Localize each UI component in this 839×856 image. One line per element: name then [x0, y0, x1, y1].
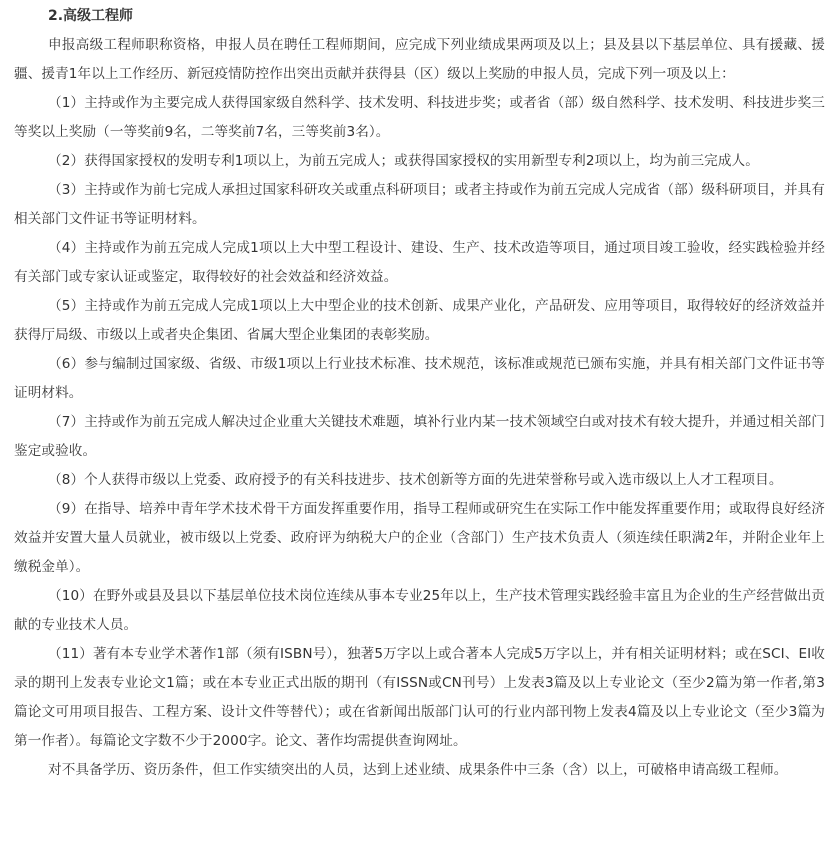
requirement-item-8: （8）个人获得市级以上党委、政府授予的有关科技进步、技术创新等方面的先进荣誉称号或入选市级以上人才工程项目。 [48, 472, 783, 488]
section-title: 2.高级工程师 [48, 8, 134, 24]
requirement-item-6: （6）参与编制过国家级、省级、市级1项以上行业技术标准、技术规范，该标准或规范已颁布实施，并具有相关部门文件证书等证明材料。 [14, 356, 825, 401]
requirement-item-7: （7）主持或作为前五完成人解决过企业重大关键技术难题，填补行业内某一技术领域空白或对技术有较大提升，并通过相关部门鉴定或验收。 [14, 414, 825, 459]
requirement-item-3: （3）主持或作为前七完成人承担过国家科研攻关或重点科研项目；或者主持或作为前五完成人完成省（部）级科研项目，并具有相关部门文件证书等证明材料。 [14, 182, 825, 227]
requirement-item-10: （10）在野外或县及县以下基层单位技术岗位连续从事本专业25年以上，生产技术管理实践经验丰富且为企业的生产经营做出贡献的专业技术人员。 [14, 588, 825, 633]
requirement-item-9: （9）在指导、培养中青年学术技术骨干方面发挥重要作用，指导工程师或研究生在实际工作中能发挥重要作用；或取得良好经济效益并安置大量人员就业，被市级以上党委、政府评为纳税大户的企业（含部门）生产技术负责人（须连续任职满2年，并附企业年上缴税金单）。 [14, 501, 825, 575]
requirement-item-4: （4）主持或作为前五完成人完成1项以上大中型工程设计、建设、生产、技术改造等项目，通过项目竣工验收，经实践检验并经有关部门或专家认证或鉴定，取得较好的社会效益和经济效益。 [14, 240, 825, 285]
requirement-item-11: （11）著有本专业学术著作1部（须有ISBN号），独著5万字以上或合著本人完成5万字以上，并有相关证明材料；或在SCI、EI收录的期刊上发表专业论文1篇；或在本专业正式出版的期刊（有ISSN或CN刊号）上发表3篇及以上专业论文（至少2篇为第一作者,第3篇论文可用项目报告、工程方案、设计文件等替代）；或在省新闻出版部门认可的行业内部刊物上发表4篇及以上专业论文（至少3篇为第一作者）。每篇论文字数不少于2000字。论文、著作均需提供查询网址。 [14, 646, 825, 749]
closing-paragraph: 对不具备学历、资历条件，但工作实绩突出的人员，达到上述业绩、成果条件中三条（含）以上，可破格申请高级工程师。 [48, 762, 788, 778]
requirement-item-5: （5）主持或作为前五完成人完成1项以上大中型企业的技术创新、成果产业化，产品研发、应用等项目，取得较好的经济效益并获得厅局级、市级以上或者央企集团、省属大型企业集团的表彰奖励。 [14, 298, 825, 343]
requirement-item-2: （2）获得国家授权的发明专利1项以上，为前五完成人；或获得国家授权的实用新型专利2项以上，均为前三完成人。 [48, 153, 759, 169]
requirement-item-1: （1）主持或作为主要完成人获得国家级自然科学、技术发明、科技进步奖；或者省（部）级自然科学、技术发明、科技进步奖三等奖以上奖励（一等奖前9名，二等奖前7名，三等奖前3名）。 [14, 95, 825, 140]
intro-paragraph: 申报高级工程师职称资格，申报人员在聘任工程师期间，应完成下列业绩成果两项及以上；县及县以下基层单位、具有援藏、援疆、援青1年以上工作经历、新冠疫情防控作出突出贡献并获得县（区）级以上奖励的申报人员，完成下列一项及以上： [14, 37, 825, 82]
